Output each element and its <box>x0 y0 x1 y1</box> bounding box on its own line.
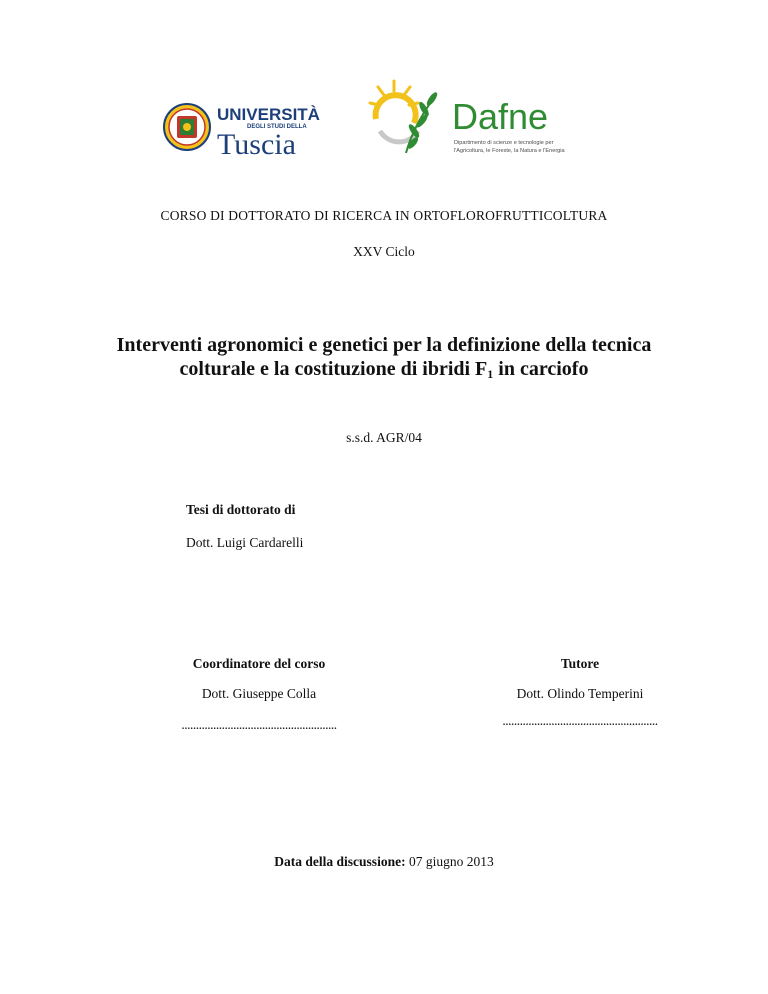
tutor-name: Dott. Olindo Temperini <box>516 686 644 701</box>
thesis-label: Tesi di dottorato di <box>186 502 296 517</box>
title-line-2-text: colturale e la costituzione di ibridi F <box>179 358 488 380</box>
course-name: CORSO DI DOTTORATO DI RICERCA IN ORTOFLOROFRUTTICOLTURA <box>160 208 608 223</box>
candidate-name: Dott. Luigi Cardarelli <box>186 535 304 550</box>
sun-arc <box>376 95 416 123</box>
title-line-1: Interventi agronomici e genetici per la definizione della tecnica <box>116 334 652 356</box>
logo-word-degli-studi: DEGLI STUDI DELLA <box>247 124 307 130</box>
logo-word-universita: UNIVERSITÀ <box>217 105 320 124</box>
logo-word-dafne: Dafne <box>452 96 549 137</box>
thesis-title <box>0 333 768 386</box>
discussion-date-line <box>0 854 768 870</box>
university-tuscia-logo <box>163 96 321 158</box>
ssd-code: s.s.d. AGR/04 <box>346 430 422 445</box>
seal-icon <box>164 104 210 150</box>
cycle-label: XXV Ciclo <box>353 244 415 259</box>
logo-dafne-subtitle-1: Dipartimento di scienze e tecnologie per <box>454 140 554 146</box>
logo-word-tuscia: Tuscia <box>217 128 296 158</box>
tutor-label: Tutore <box>560 656 600 671</box>
discussion-date: 07 giugno 2013 <box>408 854 494 869</box>
logo-dafne-subtitle-2: l'Agricoltura, le Foreste, la Natura e l'Energia <box>454 148 565 154</box>
discussion-label: Data della discussione: <box>274 854 406 869</box>
coordinator-name: Dott. Giuseppe Colla <box>201 686 317 701</box>
tutor-signature-line: ...................................................... <box>502 713 658 728</box>
title-line-2-end: in carciofo <box>493 358 589 380</box>
title-line-2 <box>0 357 768 386</box>
title-subscript: 1 <box>487 367 494 381</box>
coordinator-label: Coordinatore del corso <box>192 656 326 671</box>
dafne-logo <box>366 75 576 160</box>
coordinator-signature-line: ...................................................... <box>181 717 337 732</box>
